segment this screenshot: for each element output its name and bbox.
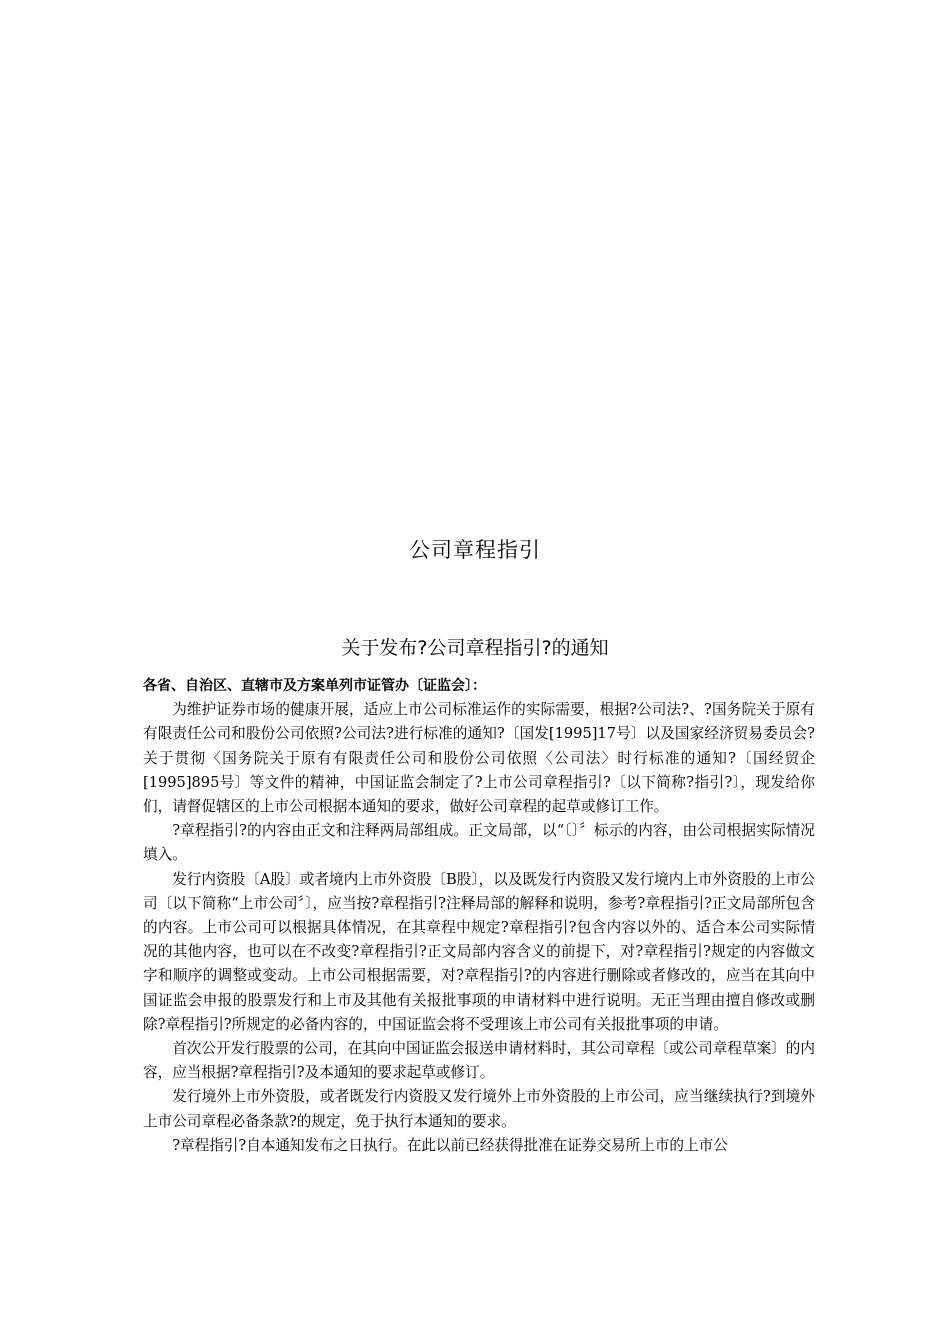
paragraph: 首次公开发行股票的公司，在其向中国证监会报送申请材料时，其公司章程〔或公司章程草案〕的内容，应当根据?章程指引?及本通知的要求起草或修订。 <box>143 1040 815 1082</box>
salutation: 各省、自治区、直辖市及方案单列市证管办〔证监会〕： <box>143 678 486 694</box>
document-title: 公司章程指引 <box>409 538 541 562</box>
notice-title: 关于发布?公司章程指引?的通知 <box>341 637 609 659</box>
paragraph: 为维护证券市场的健康开展，适应上市公司标准运作的实际需要，根据?公司法?、?国务院关于原有有限责任公司和股份公司依照?公司法?进行标准的通知?〔国发[1995]17号〕以及国家经济贸易委员会?关于贯彻〈国务院关于原有有限责任公司和股份公司依照〈公司法〉时行标准的通知?〔国经贸企[1995]895号〕等文件的精神，中国证监会制定了?上市公司章程指引?〔以下简称?指引?〕，现发给你们，请督促辖区的上市公司根据本通知的要求，做好公司章程的起草或修订工作。 <box>143 701 815 816</box>
notice-body <box>143 674 815 1158</box>
paragraph: ?章程指引?的内容由正文和注释两局部组成。正文局部，以“〔〕〞标示的内容，由公司根据实际情况填入。 <box>143 822 815 864</box>
paragraph: 发行境外上市外资股，或者既发行内资股又发行境外上市外资股的上市公司，应当继续执行?到境外上市公司章程必备条款?的规定，免于执行本通知的要求。 <box>143 1088 815 1130</box>
paragraph: 发行内资股〔A股〕或者境内上市外资股〔B股〕，以及既发行内资股又发行境内上市外资股的上市公司〔以下简称“上市公司〞〕，应当按?章程指引?注释局部的解释和说明，参考?章程指引?正文局部所包含的内容。上市公司可以根据具体情况，在其章程中规定?章程指引?包含内容以外的、适合本公司实际情况的其他内容，也可以在不改变?章程指引?正文局部内容含义的前提下，对?章程指引?规定的内容做文字和顺序的调整或变动。上市公司根据需要，对?章程指引?的内容进行删除或者修改的，应当在其向中国证监会申报的股票发行和上市及其他有关报批事项的申请材料中进行说明。无正当理由擅自修改或删除?章程指引?所规定的必备内容的，中国证监会将不受理该上市公司有关报批事项的申请。 <box>143 870 815 1033</box>
paragraph: ?章程指引?自本通知发布之日执行。在此以前已经获得批准在证券交易所上市的上市公 <box>172 1136 728 1154</box>
